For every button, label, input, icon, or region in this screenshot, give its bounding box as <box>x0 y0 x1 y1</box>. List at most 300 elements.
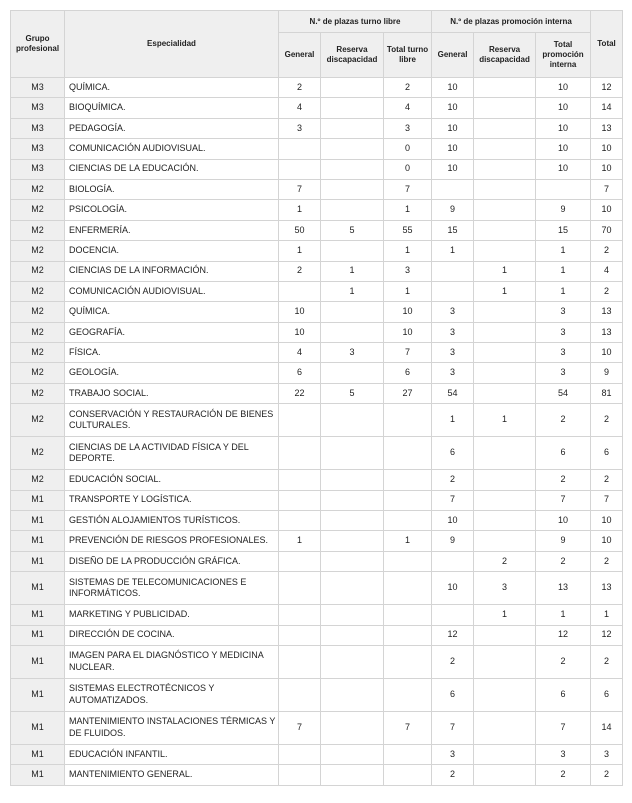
table-row <box>11 551 623 571</box>
cell-libre-reserva <box>321 139 384 159</box>
cell-libre-total <box>384 572 432 605</box>
cell-grupo: M3 <box>11 139 65 159</box>
plazas-table <box>10 10 623 786</box>
cell-total: 10 <box>591 531 623 551</box>
table-row <box>11 118 623 138</box>
cell-interna-total: 6 <box>536 437 591 470</box>
cell-libre-reserva <box>321 490 384 510</box>
cell-interna-reserva <box>474 302 536 322</box>
cell-libre-general <box>279 678 321 711</box>
cell-total: 4 <box>591 261 623 281</box>
cell-libre-general: 4 <box>279 343 321 363</box>
cell-interna-general: 10 <box>432 139 474 159</box>
cell-libre-total: 4 <box>384 98 432 118</box>
cell-libre-general <box>279 281 321 301</box>
cell-libre-general: 10 <box>279 302 321 322</box>
cell-interna-reserva <box>474 179 536 199</box>
cell-interna-total: 1 <box>536 281 591 301</box>
cell-total: 2 <box>591 551 623 571</box>
cell-libre-total: 6 <box>384 363 432 383</box>
cell-interna-reserva <box>474 322 536 342</box>
cell-libre-general <box>279 159 321 179</box>
cell-especialidad: MARKETING Y PUBLICIDAD. <box>65 605 279 625</box>
header-promocion-interna: N.º de plazas promoción interna <box>432 11 591 33</box>
cell-interna-general: 1 <box>432 241 474 261</box>
cell-grupo: M1 <box>11 511 65 531</box>
cell-interna-total: 3 <box>536 744 591 764</box>
cell-total: 14 <box>591 98 623 118</box>
cell-especialidad: CONSERVACIÓN Y RESTAURACIÓN DE BIENES CULTURALES. <box>65 404 279 437</box>
cell-total: 2 <box>591 404 623 437</box>
table-row <box>11 78 623 98</box>
cell-libre-general: 1 <box>279 241 321 261</box>
cell-interna-general <box>432 261 474 281</box>
cell-total: 10 <box>591 511 623 531</box>
table-row <box>11 404 623 437</box>
table-row <box>11 98 623 118</box>
cell-interna-total: 1 <box>536 605 591 625</box>
cell-especialidad: PSICOLOGÍA. <box>65 200 279 220</box>
cell-total: 14 <box>591 711 623 744</box>
header-especialidad: Especialidad <box>65 11 279 78</box>
cell-libre-general: 22 <box>279 383 321 403</box>
cell-interna-total <box>536 179 591 199</box>
cell-libre-reserva <box>321 625 384 645</box>
cell-libre-general: 7 <box>279 179 321 199</box>
table-row <box>11 470 623 490</box>
table-row <box>11 678 623 711</box>
cell-interna-general <box>432 551 474 571</box>
cell-grupo: M2 <box>11 302 65 322</box>
cell-libre-general <box>279 645 321 678</box>
cell-grupo: M3 <box>11 118 65 138</box>
cell-libre-reserva <box>321 605 384 625</box>
cell-interna-reserva: 1 <box>474 281 536 301</box>
cell-especialidad: PEDAGOGÍA. <box>65 118 279 138</box>
header-turno-libre: N.º de plazas turno libre <box>279 11 432 33</box>
cell-interna-reserva <box>474 511 536 531</box>
header-libre-general: General <box>279 33 321 78</box>
cell-grupo: M1 <box>11 551 65 571</box>
cell-grupo: M1 <box>11 744 65 764</box>
cell-libre-reserva: 1 <box>321 261 384 281</box>
cell-total: 12 <box>591 625 623 645</box>
cell-interna-reserva <box>474 625 536 645</box>
cell-libre-general <box>279 139 321 159</box>
cell-grupo: M3 <box>11 98 65 118</box>
cell-interna-reserva <box>474 711 536 744</box>
cell-interna-reserva: 3 <box>474 572 536 605</box>
cell-libre-reserva <box>321 118 384 138</box>
cell-libre-total: 27 <box>384 383 432 403</box>
cell-libre-reserva <box>321 404 384 437</box>
cell-libre-reserva <box>321 572 384 605</box>
cell-grupo: M1 <box>11 711 65 744</box>
cell-interna-total: 10 <box>536 78 591 98</box>
cell-interna-reserva: 1 <box>474 605 536 625</box>
table-row <box>11 383 623 403</box>
cell-interna-general: 3 <box>432 744 474 764</box>
table-row <box>11 241 623 261</box>
cell-especialidad: DISEÑO DE LA PRODUCCIÓN GRÁFICA. <box>65 551 279 571</box>
cell-total: 13 <box>591 322 623 342</box>
cell-interna-total: 10 <box>536 98 591 118</box>
cell-libre-reserva <box>321 711 384 744</box>
cell-total: 13 <box>591 302 623 322</box>
cell-libre-total: 10 <box>384 322 432 342</box>
cell-especialidad: ENFERMERÍA. <box>65 220 279 240</box>
table-body <box>11 78 623 786</box>
cell-especialidad: GESTIÓN ALOJAMIENTOS TURÍSTICOS. <box>65 511 279 531</box>
cell-especialidad: CIENCIAS DE LA ACTIVIDAD FÍSICA Y DEL DEPORTE. <box>65 437 279 470</box>
cell-interna-general: 10 <box>432 118 474 138</box>
table-row <box>11 281 623 301</box>
cell-especialidad: PREVENCIÓN DE RIESGOS PROFESIONALES. <box>65 531 279 551</box>
cell-libre-reserva <box>321 765 384 785</box>
cell-interna-reserva <box>474 98 536 118</box>
table-row <box>11 645 623 678</box>
cell-especialidad: GEOGRAFÍA. <box>65 322 279 342</box>
cell-libre-reserva <box>321 678 384 711</box>
cell-interna-total: 54 <box>536 383 591 403</box>
cell-libre-general: 2 <box>279 261 321 281</box>
cell-libre-general: 7 <box>279 711 321 744</box>
cell-interna-general: 2 <box>432 645 474 678</box>
cell-total: 10 <box>591 200 623 220</box>
cell-libre-reserva: 5 <box>321 383 384 403</box>
cell-interna-general <box>432 605 474 625</box>
cell-interna-general: 15 <box>432 220 474 240</box>
cell-interna-reserva <box>474 470 536 490</box>
cell-interna-reserva: 1 <box>474 404 536 437</box>
cell-interna-total: 2 <box>536 470 591 490</box>
cell-especialidad: SISTEMAS ELECTROTÉCNICOS Y AUTOMATIZADOS. <box>65 678 279 711</box>
cell-interna-reserva <box>474 490 536 510</box>
cell-grupo: M1 <box>11 625 65 645</box>
cell-interna-general: 7 <box>432 490 474 510</box>
cell-libre-total: 3 <box>384 118 432 138</box>
cell-interna-general: 3 <box>432 322 474 342</box>
table-row <box>11 511 623 531</box>
cell-especialidad: TRANSPORTE Y LOGÍSTICA. <box>65 490 279 510</box>
cell-grupo: M2 <box>11 200 65 220</box>
cell-libre-total <box>384 645 432 678</box>
cell-libre-reserva: 5 <box>321 220 384 240</box>
cell-libre-reserva <box>321 241 384 261</box>
cell-total: 10 <box>591 139 623 159</box>
cell-interna-reserva <box>474 383 536 403</box>
cell-especialidad: TRABAJO SOCIAL. <box>65 383 279 403</box>
cell-libre-reserva <box>321 322 384 342</box>
cell-especialidad: QUÍMICA. <box>65 78 279 98</box>
cell-interna-total: 12 <box>536 625 591 645</box>
header-libre-total: Total turno libre <box>384 33 432 78</box>
cell-grupo: M2 <box>11 383 65 403</box>
cell-libre-total <box>384 470 432 490</box>
cell-grupo: M2 <box>11 241 65 261</box>
table-row <box>11 179 623 199</box>
cell-libre-general <box>279 765 321 785</box>
cell-interna-reserva <box>474 437 536 470</box>
table-row <box>11 200 623 220</box>
cell-libre-reserva <box>321 470 384 490</box>
table-row <box>11 572 623 605</box>
cell-especialidad: SISTEMAS DE TELECOMUNICACIONES E INFORMÁTICOS. <box>65 572 279 605</box>
cell-especialidad: FÍSICA. <box>65 343 279 363</box>
cell-interna-total: 7 <box>536 490 591 510</box>
cell-interna-general: 3 <box>432 302 474 322</box>
cell-interna-total: 2 <box>536 404 591 437</box>
cell-total: 2 <box>591 765 623 785</box>
cell-libre-general: 50 <box>279 220 321 240</box>
cell-grupo: M1 <box>11 531 65 551</box>
cell-libre-reserva <box>321 551 384 571</box>
cell-interna-reserva <box>474 159 536 179</box>
cell-grupo: M2 <box>11 220 65 240</box>
cell-total: 81 <box>591 383 623 403</box>
cell-interna-general: 1 <box>432 404 474 437</box>
cell-grupo: M2 <box>11 470 65 490</box>
cell-grupo: M1 <box>11 605 65 625</box>
cell-libre-total <box>384 404 432 437</box>
cell-grupo: M1 <box>11 490 65 510</box>
cell-interna-reserva <box>474 645 536 678</box>
cell-especialidad: EDUCACIÓN SOCIAL. <box>65 470 279 490</box>
cell-interna-total: 2 <box>536 551 591 571</box>
cell-libre-general: 10 <box>279 322 321 342</box>
cell-especialidad: MANTENIMIENTO INSTALACIONES TÉRMICAS Y DE FLUIDOS. <box>65 711 279 744</box>
cell-libre-total: 0 <box>384 139 432 159</box>
cell-total: 7 <box>591 490 623 510</box>
cell-libre-total <box>384 605 432 625</box>
cell-especialidad: IMAGEN PARA EL DIAGNÓSTICO Y MEDICINA NUCLEAR. <box>65 645 279 678</box>
cell-interna-total: 2 <box>536 645 591 678</box>
cell-libre-reserva <box>321 302 384 322</box>
table-row <box>11 625 623 645</box>
header-interna-general: General <box>432 33 474 78</box>
cell-interna-total: 3 <box>536 302 591 322</box>
cell-interna-general: 10 <box>432 572 474 605</box>
cell-total: 10 <box>591 159 623 179</box>
cell-grupo: M3 <box>11 78 65 98</box>
cell-libre-general: 2 <box>279 78 321 98</box>
table-row <box>11 322 623 342</box>
cell-interna-general <box>432 179 474 199</box>
cell-grupo: M2 <box>11 179 65 199</box>
cell-interna-general: 10 <box>432 78 474 98</box>
cell-interna-general: 10 <box>432 511 474 531</box>
cell-total: 70 <box>591 220 623 240</box>
header-grupo: Grupo profesional <box>11 11 65 78</box>
cell-libre-reserva <box>321 78 384 98</box>
cell-interna-total: 10 <box>536 139 591 159</box>
cell-interna-reserva <box>474 744 536 764</box>
cell-interna-general: 10 <box>432 159 474 179</box>
cell-interna-general: 7 <box>432 711 474 744</box>
cell-libre-total: 7 <box>384 343 432 363</box>
cell-libre-general <box>279 572 321 605</box>
cell-libre-total <box>384 765 432 785</box>
cell-interna-total: 9 <box>536 531 591 551</box>
table-row <box>11 159 623 179</box>
cell-interna-total: 13 <box>536 572 591 605</box>
cell-especialidad: CIENCIAS DE LA EDUCACIÓN. <box>65 159 279 179</box>
table-row <box>11 744 623 764</box>
cell-libre-general <box>279 625 321 645</box>
cell-libre-reserva <box>321 179 384 199</box>
table-header <box>11 11 623 78</box>
cell-libre-general <box>279 470 321 490</box>
cell-interna-total: 2 <box>536 765 591 785</box>
cell-especialidad: GEOLOGÍA. <box>65 363 279 383</box>
cell-total: 9 <box>591 363 623 383</box>
cell-libre-total <box>384 490 432 510</box>
cell-especialidad: COMUNICACIÓN AUDIOVISUAL. <box>65 139 279 159</box>
table-row <box>11 363 623 383</box>
cell-libre-reserva <box>321 363 384 383</box>
cell-interna-general: 12 <box>432 625 474 645</box>
cell-libre-total: 3 <box>384 261 432 281</box>
cell-libre-reserva: 1 <box>321 281 384 301</box>
cell-grupo: M2 <box>11 261 65 281</box>
cell-libre-total: 7 <box>384 179 432 199</box>
table-row <box>11 139 623 159</box>
cell-libre-general: 6 <box>279 363 321 383</box>
cell-libre-total: 7 <box>384 711 432 744</box>
cell-libre-reserva <box>321 200 384 220</box>
cell-grupo: M2 <box>11 404 65 437</box>
cell-interna-reserva: 1 <box>474 261 536 281</box>
cell-libre-reserva <box>321 98 384 118</box>
cell-interna-total: 7 <box>536 711 591 744</box>
cell-interna-total: 3 <box>536 322 591 342</box>
cell-interna-general: 10 <box>432 98 474 118</box>
cell-libre-general <box>279 744 321 764</box>
cell-interna-total: 10 <box>536 118 591 138</box>
cell-total: 6 <box>591 437 623 470</box>
table-row <box>11 220 623 240</box>
cell-especialidad: MANTENIMIENTO GENERAL. <box>65 765 279 785</box>
cell-libre-general <box>279 490 321 510</box>
cell-grupo: M3 <box>11 159 65 179</box>
cell-interna-general: 9 <box>432 200 474 220</box>
cell-interna-total: 3 <box>536 343 591 363</box>
cell-grupo: M1 <box>11 678 65 711</box>
cell-interna-general: 3 <box>432 363 474 383</box>
table-row <box>11 765 623 785</box>
cell-libre-reserva <box>321 159 384 179</box>
cell-libre-general <box>279 551 321 571</box>
cell-libre-reserva <box>321 437 384 470</box>
plazas-table-container <box>10 10 622 786</box>
cell-libre-total: 2 <box>384 78 432 98</box>
cell-libre-total: 55 <box>384 220 432 240</box>
cell-total: 13 <box>591 572 623 605</box>
cell-especialidad: QUÍMICA. <box>65 302 279 322</box>
cell-especialidad: DIRECCIÓN DE COCINA. <box>65 625 279 645</box>
cell-interna-reserva <box>474 765 536 785</box>
cell-grupo: M2 <box>11 322 65 342</box>
cell-especialidad: CIENCIAS DE LA INFORMACIÓN. <box>65 261 279 281</box>
cell-total: 13 <box>591 118 623 138</box>
cell-interna-general <box>432 281 474 301</box>
cell-total: 1 <box>591 605 623 625</box>
cell-interna-total: 3 <box>536 363 591 383</box>
header-libre-reserva: Reserva discapacidad <box>321 33 384 78</box>
cell-libre-total <box>384 678 432 711</box>
table-row <box>11 711 623 744</box>
cell-especialidad: BIOQUÍMICA. <box>65 98 279 118</box>
cell-libre-general: 4 <box>279 98 321 118</box>
cell-interna-reserva <box>474 678 536 711</box>
cell-libre-total <box>384 511 432 531</box>
table-row <box>11 605 623 625</box>
cell-libre-reserva: 3 <box>321 343 384 363</box>
table-row <box>11 490 623 510</box>
cell-grupo: M2 <box>11 363 65 383</box>
cell-libre-total <box>384 625 432 645</box>
cell-interna-reserva <box>474 241 536 261</box>
cell-interna-general: 2 <box>432 765 474 785</box>
cell-interna-reserva <box>474 363 536 383</box>
cell-total: 2 <box>591 470 623 490</box>
cell-total: 2 <box>591 281 623 301</box>
cell-interna-total: 1 <box>536 241 591 261</box>
cell-interna-reserva: 2 <box>474 551 536 571</box>
cell-libre-total <box>384 744 432 764</box>
cell-interna-total: 15 <box>536 220 591 240</box>
cell-interna-reserva <box>474 78 536 98</box>
cell-grupo: M2 <box>11 281 65 301</box>
cell-interna-general: 2 <box>432 470 474 490</box>
cell-interna-total: 6 <box>536 678 591 711</box>
cell-interna-reserva <box>474 220 536 240</box>
table-row <box>11 343 623 363</box>
cell-libre-general <box>279 511 321 531</box>
cell-grupo: M1 <box>11 572 65 605</box>
cell-total: 2 <box>591 241 623 261</box>
cell-interna-reserva <box>474 343 536 363</box>
cell-interna-total: 1 <box>536 261 591 281</box>
cell-grupo: M2 <box>11 343 65 363</box>
table-row <box>11 437 623 470</box>
cell-libre-reserva <box>321 744 384 764</box>
cell-libre-total: 1 <box>384 241 432 261</box>
cell-total: 6 <box>591 678 623 711</box>
cell-especialidad: EDUCACIÓN INFANTIL. <box>65 744 279 764</box>
cell-grupo: M2 <box>11 437 65 470</box>
cell-libre-total: 0 <box>384 159 432 179</box>
cell-total: 12 <box>591 78 623 98</box>
cell-total: 2 <box>591 645 623 678</box>
cell-libre-general <box>279 605 321 625</box>
header-interna-reserva: Reserva discapacidad <box>474 33 536 78</box>
table-row <box>11 531 623 551</box>
cell-interna-reserva <box>474 139 536 159</box>
cell-libre-general: 1 <box>279 200 321 220</box>
cell-libre-reserva <box>321 511 384 531</box>
cell-especialidad: DOCENCIA. <box>65 241 279 261</box>
cell-libre-general: 3 <box>279 118 321 138</box>
cell-total: 10 <box>591 343 623 363</box>
cell-libre-total: 1 <box>384 200 432 220</box>
cell-interna-general: 3 <box>432 343 474 363</box>
cell-interna-total: 9 <box>536 200 591 220</box>
cell-interna-general: 6 <box>432 437 474 470</box>
table-row <box>11 302 623 322</box>
cell-libre-general <box>279 437 321 470</box>
cell-libre-total <box>384 437 432 470</box>
